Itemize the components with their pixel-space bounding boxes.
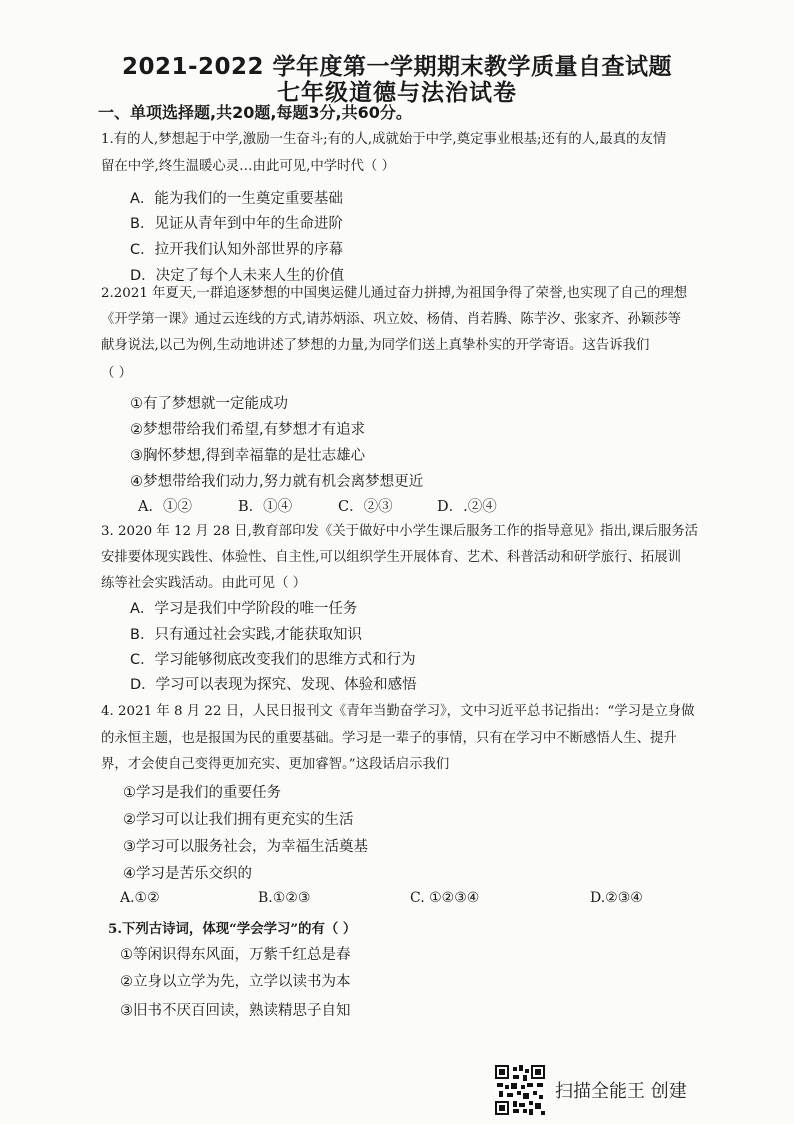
q4-statement-3: ③学习可以服务社会，为幸福生活奠基 <box>123 839 368 855</box>
q2-stem-line: 献身说法,以己为例,生动地讲述了梦想的力量,为同学们送上真挚朴实的开学寄语。这告诉我们 <box>101 338 650 353</box>
q2-stem-line: （ ） <box>101 366 133 381</box>
q2-statement-3: ③胸怀梦想,得到幸福靠的是壮志雄心 <box>130 448 366 464</box>
scanner-watermark: 扫描全能王 创建 <box>555 1081 687 1102</box>
q3-option-c: C．学习能够彻底改变我们的思维方式和行为 <box>130 652 416 668</box>
q4-choice-d: D.②③④ <box>590 890 643 906</box>
q2-choice-c: C．②③ <box>338 499 393 515</box>
q5-statement-3: ③旧书不厌百回读，熟读精思子自知 <box>120 1003 351 1019</box>
q2-statement-1: ①有了梦想就一定能成功 <box>130 396 288 412</box>
q4-choice-a: A.①② <box>120 890 160 906</box>
q4-statement-1: ①学习是我们的重要任务 <box>123 785 281 801</box>
q2-statement-2: ②梦想带给我们希望,有梦想才有追求 <box>130 422 366 438</box>
q1-option-d: D．决定了每个人未来人生的价值 <box>130 268 345 284</box>
exam-title-line1: 2021-2022 学年度第一学期期末教学质量自查试题 <box>121 54 673 80</box>
q4-statement-4: ④学习是苦乐交织的 <box>123 866 252 882</box>
section-heading: 一、单项选择题,共20题,每题3分,共60分。 <box>98 103 412 122</box>
q2-choice-a: A．①② <box>138 499 192 515</box>
q2-stem-line: 2.2021 年夏天,一群追逐梦想的中国奥运健儿通过奋力拼搏,为祖国争得了荣誉,也实现了自己的理想 <box>101 286 688 301</box>
q2-stem-line: 《开学第一课》通过云连线的方式,请苏炳添、巩立姣、杨倩、肖若腾、陈芋汐、张家齐、孙颖莎等 <box>101 312 682 327</box>
q5-statement-1: ①等闲识得东风面，万紫千红总是春 <box>120 947 351 963</box>
q1-option-b: B．见证从青年到中年的生命进阶 <box>130 216 343 232</box>
q2-statement-4: ④梦想带给我们动力,努力就有机会离梦想更近 <box>130 474 424 490</box>
q1-option-a: A．能为我们的一生奠定重要基础 <box>130 191 343 207</box>
q3-stem-line: 3. 2020 年 12 月 28 日,教育部印发《关于做好中小学生课后服务工作的指导意见》指出,课后服务活 <box>101 524 699 539</box>
q4-statement-2: ②学习可以让我们拥有更充实的生活 <box>123 812 354 828</box>
q5-statement-2: ②立身以立学为先，立学以读书为本 <box>120 974 351 990</box>
q4-choice-c: C. ①②③④ <box>410 890 480 906</box>
q3-stem-line: 练等社会实践活动。由此可见（ ） <box>101 576 307 591</box>
q2-choice-b: B．①④ <box>238 499 293 515</box>
q1-option-c: C．拉开我们认知外部世界的序幕 <box>130 242 344 258</box>
qr-code-icon <box>495 1065 545 1115</box>
q4-choice-b: B.①②③ <box>258 890 311 906</box>
q3-option-b: B．只有通过社会实践,才能获取知识 <box>130 627 363 643</box>
q4-stem-line: 4. 2021 年 8 月 22 日，人民日报刊文《青年当勤奋学习》，文中习近平总书记指出：“学习是立身做 <box>101 704 695 719</box>
q3-stem-line: 安排要体现实践性、体验性、自主性,可以组织学生开展体育、艺术、科普活动和研学旅行、拓展训 <box>101 550 682 565</box>
q5-stem: 5.下列古诗词，体现“学会学习”的有（ ） <box>108 921 357 937</box>
q3-option-d: D．学习可以表现为探究、发现、体验和感悟 <box>130 677 417 693</box>
q1-stem-line: 留在中学,终生温暖心灵…由此可见,中学时代（ ） <box>101 159 395 174</box>
q4-stem-line: 的永恒主题，也是报国为民的重要基础。学习是一辈子的事情，只有在学习中不断感悟人生、提升 <box>101 731 677 746</box>
q1-stem-line: 1.有的人,梦想起于中学,激励一生奋斗;有的人,成就始于中学,奠定事业根基;还有的人,最真的友情 <box>101 132 667 147</box>
q4-stem-line: 界，才会使自己变得更加充实、更加睿智。”这段话启示我们 <box>101 757 450 772</box>
q2-choice-d: D．.②④ <box>437 499 497 515</box>
q3-option-a: A．学习是我们中学阶段的唯一任务 <box>130 601 358 617</box>
exam-title-line2: 七年级道德与法治试卷 <box>277 80 517 106</box>
